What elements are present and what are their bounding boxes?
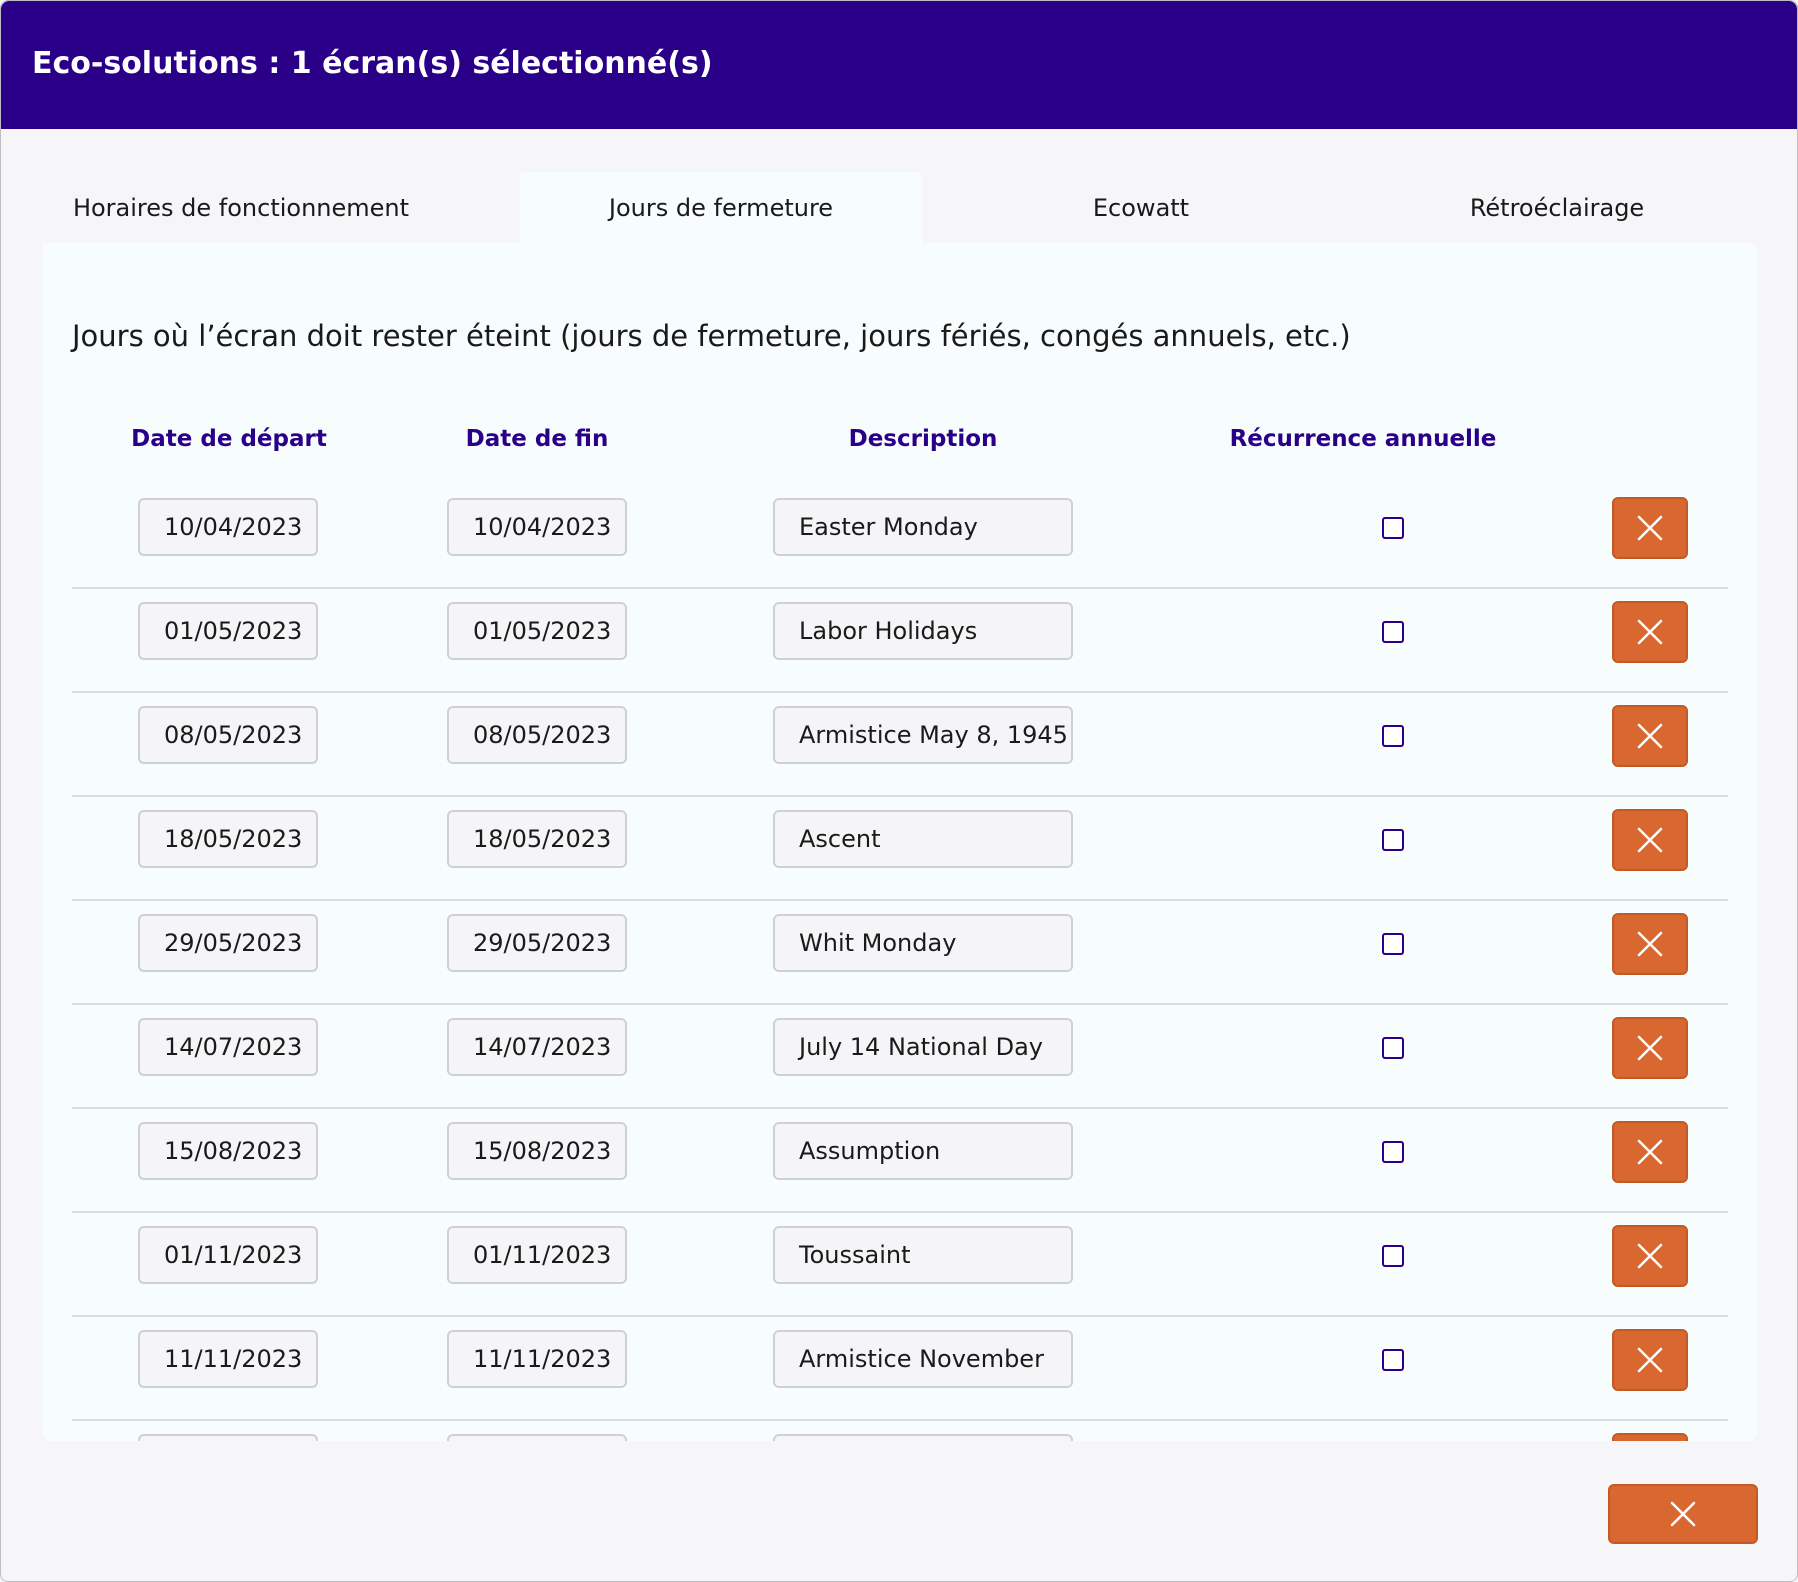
tab-backlighting[interactable] bbox=[1359, 172, 1755, 244]
table-row bbox=[72, 1107, 1728, 1213]
end-date-field[interactable] bbox=[447, 1434, 627, 1441]
end-date-field[interactable]: 01/05/2023 bbox=[447, 602, 627, 660]
closing-days-panel[interactable] bbox=[43, 243, 1757, 1441]
start-date-field[interactable]: 29/05/2023 bbox=[138, 914, 318, 972]
description-field[interactable] bbox=[773, 1434, 1073, 1441]
delete-row-button[interactable] bbox=[1612, 705, 1688, 767]
close-icon bbox=[1636, 618, 1664, 646]
description-field[interactable]: Armistice November bbox=[773, 1330, 1073, 1388]
delete-row-button[interactable] bbox=[1612, 1121, 1688, 1183]
description-field[interactable]: Easter Monday bbox=[773, 498, 1073, 556]
start-date-field[interactable] bbox=[138, 1434, 318, 1441]
start-date-field[interactable]: 15/08/2023 bbox=[138, 1122, 318, 1180]
close-icon bbox=[1636, 930, 1664, 958]
table-row bbox=[72, 483, 1728, 589]
annual-recurrence-checkbox[interactable] bbox=[1382, 1245, 1404, 1267]
end-date-field[interactable]: 11/11/2023 bbox=[447, 1330, 627, 1388]
delete-row-button[interactable] bbox=[1612, 601, 1688, 663]
annual-recurrence-checkbox[interactable] bbox=[1382, 1141, 1404, 1163]
tab-operating-hours[interactable] bbox=[43, 172, 439, 244]
delete-row-button[interactable] bbox=[1612, 1017, 1688, 1079]
end-date-field[interactable]: 10/04/2023 bbox=[447, 498, 627, 556]
delete-row-button[interactable] bbox=[1612, 1225, 1688, 1287]
description-field[interactable]: Whit Monday bbox=[773, 914, 1073, 972]
annual-recurrence-checkbox[interactable] bbox=[1382, 621, 1404, 643]
end-date-field[interactable]: 08/05/2023 bbox=[447, 706, 627, 764]
end-date-field[interactable]: 01/11/2023 bbox=[447, 1226, 627, 1284]
start-date-field[interactable]: 01/11/2023 bbox=[138, 1226, 318, 1284]
annual-recurrence-checkbox[interactable] bbox=[1382, 1037, 1404, 1059]
start-date-field[interactable]: 10/04/2023 bbox=[138, 498, 318, 556]
end-date-field[interactable]: 18/05/2023 bbox=[447, 810, 627, 868]
table-row bbox=[72, 1315, 1728, 1421]
end-date-field[interactable]: 29/05/2023 bbox=[447, 914, 627, 972]
description-field[interactable]: Assumption bbox=[773, 1122, 1073, 1180]
close-icon bbox=[1636, 1034, 1664, 1062]
delete-row-button[interactable] bbox=[1612, 497, 1688, 559]
table-row bbox=[72, 1211, 1728, 1317]
dialog-header bbox=[1, 1, 1797, 129]
delete-row-button[interactable] bbox=[1612, 1329, 1688, 1391]
delete-row-button[interactable] bbox=[1612, 913, 1688, 975]
annual-recurrence-checkbox[interactable] bbox=[1382, 725, 1404, 747]
annual-recurrence-checkbox[interactable] bbox=[1382, 517, 1404, 539]
column-header-description: Description bbox=[848, 426, 998, 452]
description-field[interactable]: Labor Holidays bbox=[773, 602, 1073, 660]
panel-intro-text: Jours où l’écran doit rester éteint (jours de fermeture, jours fériés, congés annuels, etc.) bbox=[72, 319, 1351, 353]
end-date-field[interactable]: 15/08/2023 bbox=[447, 1122, 627, 1180]
tab-label: Rétroéclairage bbox=[1469, 194, 1645, 222]
closing-days-list bbox=[72, 243, 1728, 1441]
start-date-field[interactable]: 11/11/2023 bbox=[138, 1330, 318, 1388]
description-field[interactable]: Armistice May 8, 1945 bbox=[773, 706, 1073, 764]
description-field[interactable]: Ascent bbox=[773, 810, 1073, 868]
start-date-field[interactable]: 08/05/2023 bbox=[138, 706, 318, 764]
description-field[interactable]: July 14 National Day bbox=[773, 1018, 1073, 1076]
column-header-start-date: Date de départ bbox=[131, 426, 327, 452]
delete-row-button[interactable] bbox=[1612, 1433, 1688, 1441]
column-header-end-date: Date de fin bbox=[465, 426, 609, 452]
tab-label: Jours de fermeture bbox=[608, 194, 834, 222]
delete-row-button[interactable] bbox=[1612, 809, 1688, 871]
tab-closing-days[interactable] bbox=[520, 172, 922, 244]
close-icon bbox=[1636, 722, 1664, 750]
tab-label: Ecowatt bbox=[1092, 194, 1190, 222]
table-row bbox=[72, 795, 1728, 901]
tab-ecowatt[interactable] bbox=[943, 172, 1339, 244]
table-row bbox=[72, 587, 1728, 693]
start-date-field[interactable]: 01/05/2023 bbox=[138, 602, 318, 660]
tab-bar bbox=[43, 172, 1757, 244]
dialog-title: Eco-solutions : 1 écran(s) sélectionné(s) bbox=[32, 46, 713, 81]
description-field[interactable]: Toussaint bbox=[773, 1226, 1073, 1284]
close-icon bbox=[1669, 1500, 1697, 1528]
close-icon bbox=[1636, 1346, 1664, 1374]
close-icon bbox=[1636, 826, 1664, 854]
start-date-field[interactable]: 14/07/2023 bbox=[138, 1018, 318, 1076]
annual-recurrence-checkbox[interactable] bbox=[1382, 933, 1404, 955]
table-row bbox=[72, 1419, 1728, 1441]
table-row bbox=[72, 899, 1728, 1005]
column-header-annual-recurrence: Récurrence annuelle bbox=[1229, 426, 1497, 452]
close-icon bbox=[1636, 1138, 1664, 1166]
table-row bbox=[72, 1003, 1728, 1109]
close-icon bbox=[1636, 514, 1664, 542]
close-dialog-button[interactable] bbox=[1608, 1484, 1758, 1544]
annual-recurrence-checkbox[interactable] bbox=[1382, 1349, 1404, 1371]
end-date-field[interactable]: 14/07/2023 bbox=[447, 1018, 627, 1076]
table-row bbox=[72, 691, 1728, 797]
tab-label: Horaires de fonctionnement bbox=[72, 194, 410, 222]
annual-recurrence-checkbox[interactable] bbox=[1382, 829, 1404, 851]
start-date-field[interactable]: 18/05/2023 bbox=[138, 810, 318, 868]
close-icon bbox=[1636, 1242, 1664, 1270]
